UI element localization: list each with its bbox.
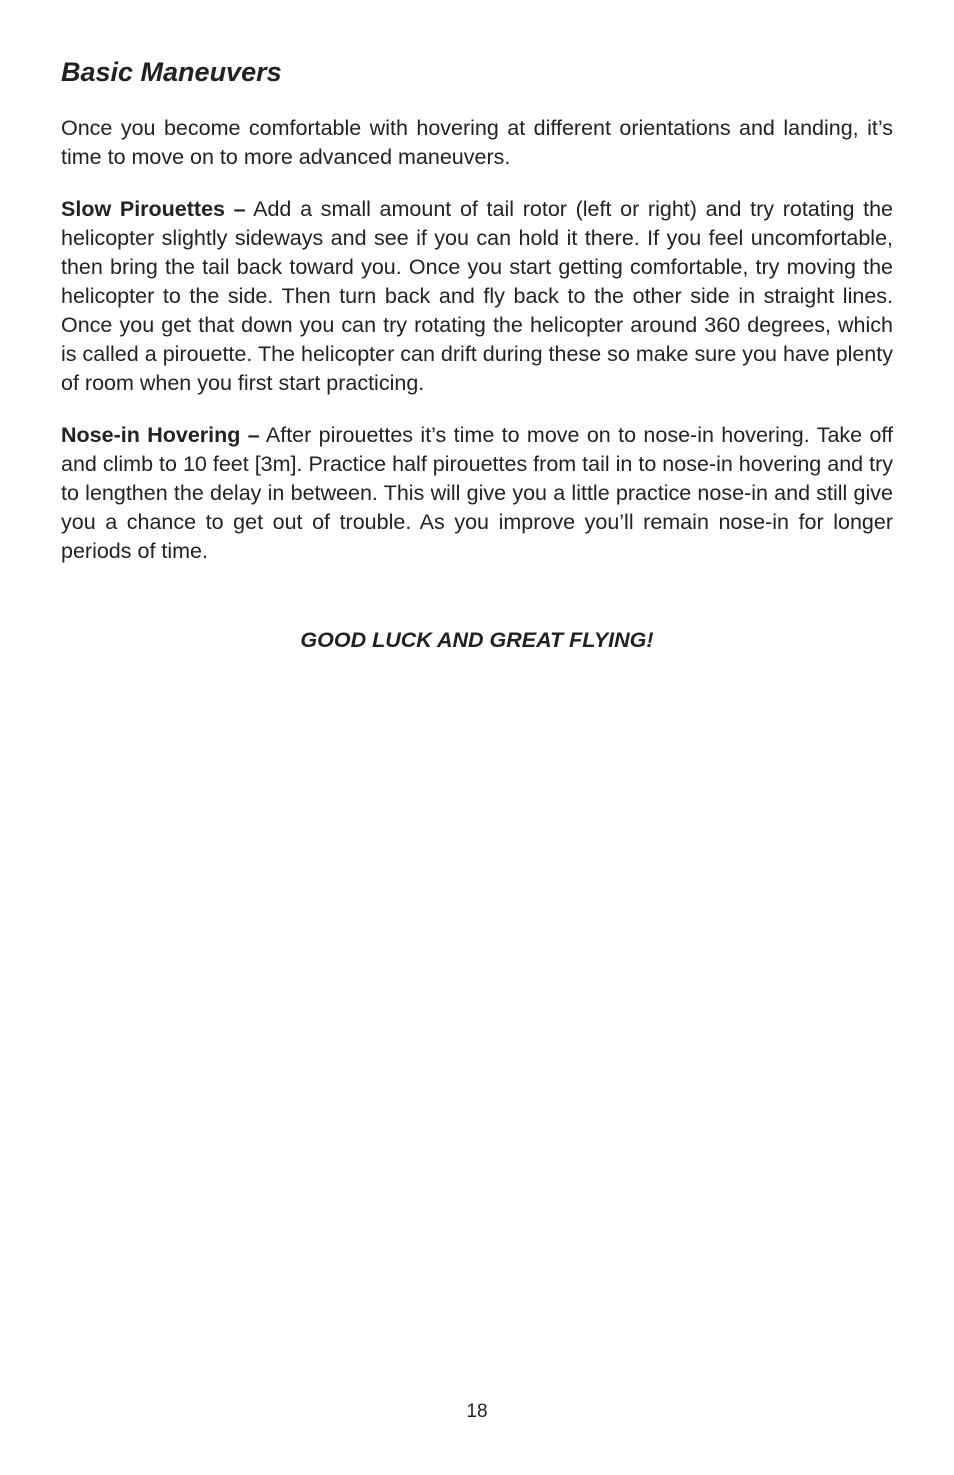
intro-paragraph: Once you become comfortable with hovering at different orientations and landing, it’s time to move on to more advanced maneuvers. <box>61 116 893 169</box>
nose-in-hovering-paragraph <box>61 421 893 566</box>
page-number: 18 <box>466 1401 488 1422</box>
section-heading: Basic Maneuvers <box>61 57 282 87</box>
slow-pirouettes-paragraph <box>61 195 893 398</box>
slow-pirouettes-lead: Slow Pirouettes – <box>61 197 246 221</box>
closing-line: GOOD LUCK AND GREAT FLYING! <box>300 628 654 652</box>
nose-in-hovering-body: After pirouettes it’s time to move on to nose-in hovering. Take off and climb to 10 feet [3m]. Practice half pirouettes from tail in to nose-in hovering and try to lengthen the delay in between. This will give you a little practice nose-in and still give you a chance to get out of trouble. As you improve you’ll remain nose-in for longer periods of time. <box>61 423 893 563</box>
page-content <box>61 52 893 655</box>
slow-pirouettes-body: Add a small amount of tail rotor (left or right) and try rotating the helicopter slightly sideways and see if you can hold it there. If you feel uncomfortable, then bring the tail back toward you. Once you start getting comfortable, try moving the helicopter to the side. Then turn back and fly back to the other side in straight lines. Once you get that down you can try rotating the helicopter around 360 degrees, which is called a pirouette. The helicopter can drift during these so make sure you have plenty of room when you first start practicing. <box>61 197 893 395</box>
nose-in-hovering-lead: Nose-in Hovering – <box>61 423 260 447</box>
